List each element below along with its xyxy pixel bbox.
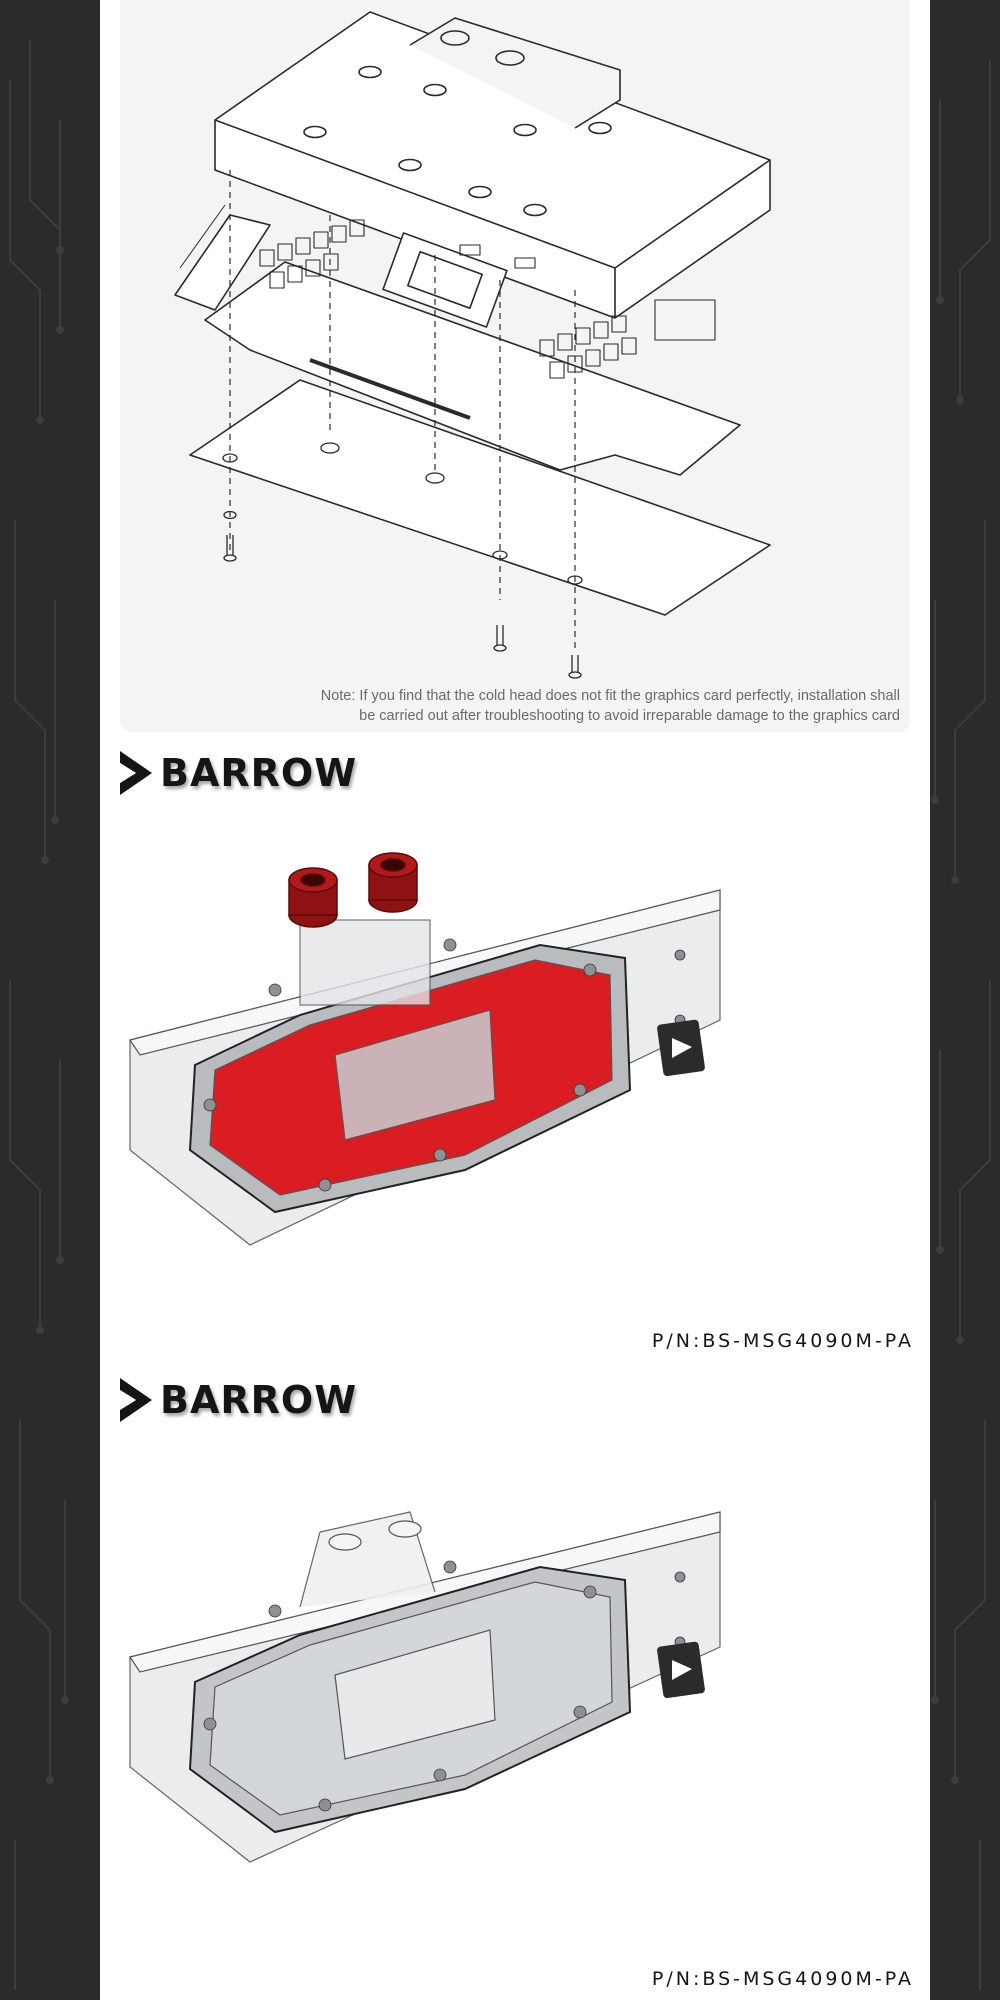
note-line-2: be carried out after troubleshooting to avoid irreparable damage to the graphics card	[359, 708, 900, 724]
exploded-installation-diagram	[120, 0, 910, 680]
product-page	[100, 0, 930, 2000]
note-line-1: Note: If you find that the cold head does not fit the graphics card perfectly, installation shall	[320, 688, 900, 704]
barrow-logo	[116, 1372, 357, 1428]
gpu-water-block-red-icon	[120, 850, 910, 1300]
circuit-pattern-left	[0, 0, 100, 2000]
part-number: P/N:BS-MSG4090M-PA	[651, 1968, 914, 1990]
barrow-logo	[116, 745, 357, 801]
part-number: P/N:BS-MSG4090M-PA	[651, 1330, 914, 1352]
barrow-arrow-icon	[116, 1374, 156, 1426]
installation-note	[200, 686, 900, 726]
installation-diagram-panel	[120, 0, 910, 732]
barrow-arrow-icon	[116, 747, 156, 799]
brand-name: BARROW	[160, 751, 358, 795]
brand-name: BARROW	[160, 1378, 358, 1422]
gpu-water-block-clear-icon	[120, 1487, 910, 1937]
